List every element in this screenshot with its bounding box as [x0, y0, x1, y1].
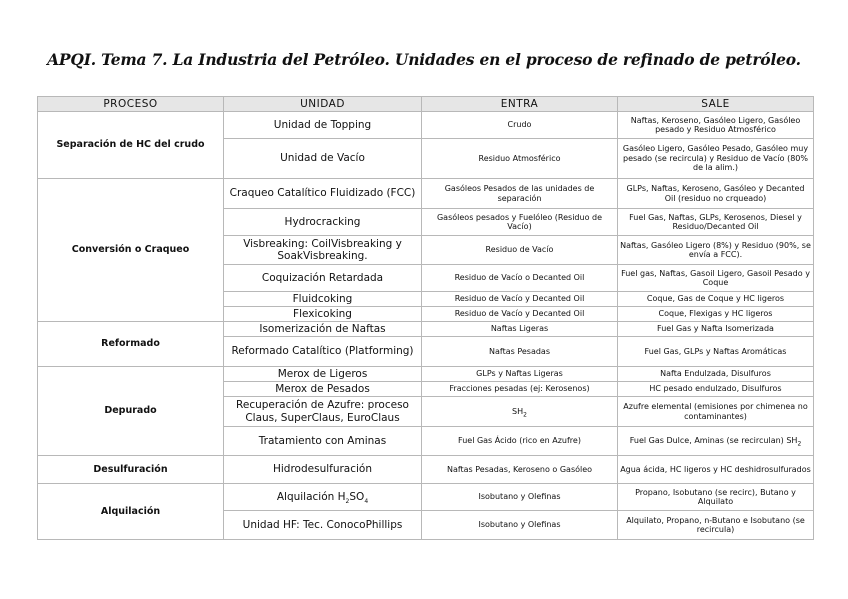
unit-cell: Craqueo Catalítico Fluidizado (FCC) — [224, 179, 422, 209]
unit-cell: Flexicoking — [224, 307, 422, 322]
output-cell: HC pesado endulzado, Disulfuros — [618, 382, 814, 397]
unit-cell: Hidrodesulfuración — [224, 456, 422, 484]
output-cell: Azufre elemental (emisiones por chimenea no contaminantes) — [618, 397, 814, 427]
output-cell: Fuel gas, Naftas, Gasoil Ligero, Gasoil Pesado y Coque — [618, 265, 814, 292]
unit-cell — [224, 484, 422, 511]
input-cell: Residuo de Vacío y Decanted Oil — [422, 307, 618, 322]
formula-subscript: 2 — [523, 411, 527, 419]
output-cell: Coque, Gas de Coque y HC ligeros — [618, 292, 814, 307]
formula-main: SH — [512, 406, 524, 416]
input-cell: Gasóleos pesados y Fuelóleo (Residuo de Vacío) — [422, 209, 618, 236]
input-cell — [422, 397, 618, 427]
output-cell: Agua ácida, HC ligeros y HC deshidrosulfurados — [618, 456, 814, 484]
unit-cell: Coquización Retardada — [224, 265, 422, 292]
output-cell: Alquilato, Propano, n-Butano e Isobutano (se recircula) — [618, 511, 814, 540]
output-cell: Fuel Gas, GLPs y Naftas Aromáticas — [618, 337, 814, 367]
input-cell: Residuo de Vacío y Decanted Oil — [422, 292, 618, 307]
input-cell: Isobutano y Olefinas — [422, 511, 618, 540]
formula-main: Alquilación H — [276, 490, 346, 503]
table-row — [38, 179, 814, 209]
formula-subscript: 4 — [364, 497, 369, 505]
input-cell: Fracciones pesadas (ej: Kerosenos) — [422, 382, 618, 397]
unit-cell: Unidad de Vacío — [224, 139, 422, 179]
output-cell: GLPs, Naftas, Keroseno, Gasóleo y Decanted Oil (residuo no crqueado) — [618, 179, 814, 209]
unit-cell: Merox de Ligeros — [224, 367, 422, 382]
output-cell: Naftas, Keroseno, Gasóleo Ligero, Gasóleo pesado y Residuo Atmosférico — [618, 112, 814, 139]
output-cell — [618, 427, 814, 456]
unit-cell: Visbreaking: CoilVisbreaking y SoakVisbreaking. — [224, 236, 422, 265]
input-cell: Residuo de Vacío — [422, 236, 618, 265]
output-cell: Propano, Isobutano (se recirc), Butano y Alquilato — [618, 484, 814, 511]
unit-cell: Tratamiento con Aminas — [224, 427, 422, 456]
process-cell: Depurado — [38, 367, 224, 456]
input-cell: Fuel Gas Ácido (rico en Azufre) — [422, 427, 618, 456]
output-cell: Coque, Flexigas y HC ligeros — [618, 307, 814, 322]
table-row — [38, 367, 814, 382]
page-title: APQI. Tema 7. La Industria del Petróleo. Unidades en el proceso de refinado de petróleo. — [47, 50, 801, 69]
output-cell: Fuel Gas, Naftas, GLPs, Kerosenos, Diesel y Residuo/Decanted Oil — [618, 209, 814, 236]
refining-units-table — [37, 96, 814, 540]
header-row — [38, 97, 814, 112]
table-row — [38, 456, 814, 484]
unit-cell: Unidad de Topping — [224, 112, 422, 139]
unit-cell: Isomerización de Naftas — [224, 322, 422, 337]
output-cell: Nafta Endulzada, Disulfuros — [618, 367, 814, 382]
formula-subscript: 2 — [345, 497, 350, 505]
table-row — [38, 112, 814, 139]
header-proceso: PROCESO — [38, 97, 224, 112]
input-cell: Residuo de Vacío o Decanted Oil — [422, 265, 618, 292]
output-cell: Fuel Gas y Nafta Isomerizada — [618, 322, 814, 337]
unit-cell: Fluidcoking — [224, 292, 422, 307]
process-cell: Alquilación — [38, 484, 224, 540]
input-cell: Isobutano y Olefinas — [422, 484, 618, 511]
input-cell: Residuo Atmosférico — [422, 139, 618, 179]
output-cell: Gasóleo Ligero, Gasóleo Pesado, Gasóleo muy pesado (se recircula) y Residuo de Vacío (80% de la alim.) — [618, 139, 814, 179]
unit-cell: Merox de Pesados — [224, 382, 422, 397]
input-cell: Crudo — [422, 112, 618, 139]
output-cell: Naftas, Gasóleo Ligero (8%) y Residuo (90%, se envía a FCC). — [618, 236, 814, 265]
formula-subscript: 2 — [797, 440, 802, 448]
process-cell: Desulfuración — [38, 456, 224, 484]
header-entra: ENTRA — [422, 97, 618, 112]
header-unidad: UNIDAD — [224, 97, 422, 112]
input-cell: Naftas Ligeras — [422, 322, 618, 337]
process-cell: Reformado — [38, 322, 224, 367]
formula-main: Fuel Gas Dulce, Aminas (se recirculan) SH — [629, 436, 798, 446]
input-cell: GLPs y Naftas Ligeras — [422, 367, 618, 382]
process-cell: Separación de HC del crudo — [38, 112, 224, 179]
unit-cell: Recuperación de Azufre: proceso Claus, SuperClaus, EuroClaus — [224, 397, 422, 427]
table-row — [38, 484, 814, 511]
input-cell: Naftas Pesadas, Keroseno o Gasóleo — [422, 456, 618, 484]
table-row — [38, 322, 814, 337]
input-cell: Gasóleos Pesados de las unidades de separación — [422, 179, 618, 209]
unit-cell: Unidad HF: Tec. ConocoPhillips — [224, 511, 422, 540]
unit-cell: Hydrocracking — [224, 209, 422, 236]
unit-cell: Reformado Catalítico (Platforming) — [224, 337, 422, 367]
process-cell: Conversión o Craqueo — [38, 179, 224, 322]
formula-main: SO — [349, 490, 365, 503]
header-sale: SALE — [618, 97, 814, 112]
input-cell: Naftas Pesadas — [422, 337, 618, 367]
